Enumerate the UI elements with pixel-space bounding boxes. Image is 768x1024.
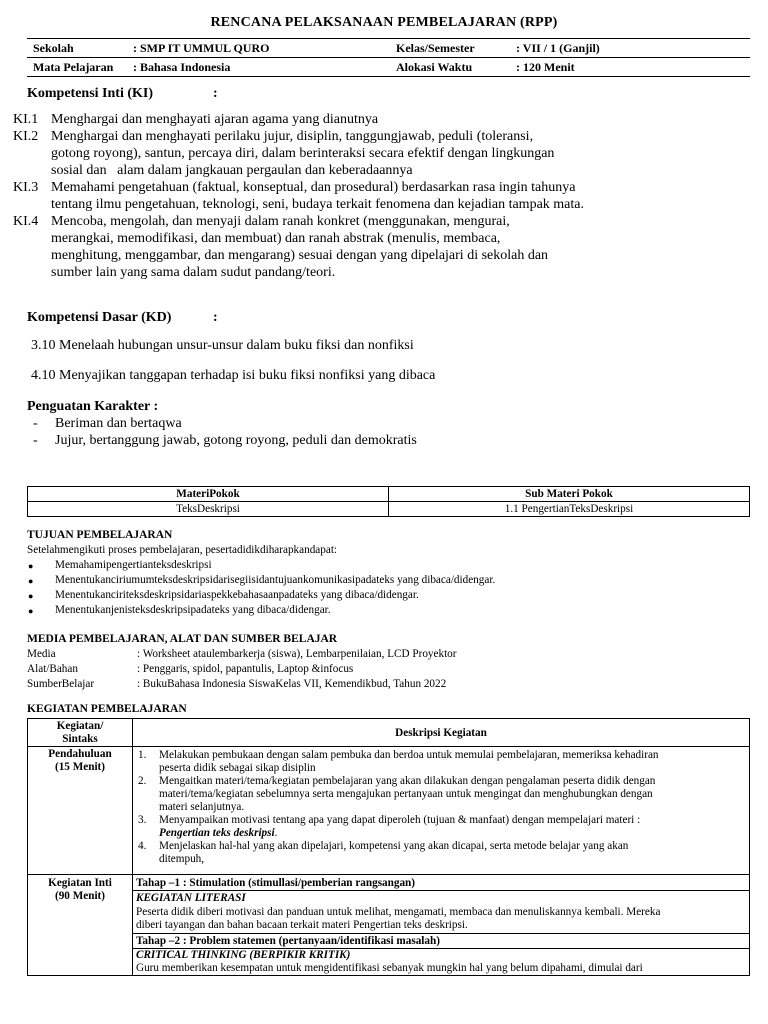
alokasi-value: : 120 Menit <box>516 60 575 74</box>
step-line: Menjelaskan hal-hal yang akan dipelajari, kompetensi yang akan dicapai, serta metode belajar yang akan <box>159 840 629 852</box>
literasi-text: Peserta didik diberi motivasi dan panduan untuk melihat, mengamati, membaca dan menuliskannya kembali. Mereka <box>136 906 661 918</box>
sekolah-label: Sekolah <box>33 41 74 55</box>
sumber-value: : BukuBahasa Indonesia SiswaKelas VII, Kemendikbud, Tahun 2022 <box>137 678 447 690</box>
pendahuluan-duration: (15 Menit) <box>54 761 106 773</box>
list-item <box>138 814 745 840</box>
submateri-cell: 1.1 PengertianTeksDeskripsi <box>389 502 750 517</box>
ki-line: tentang ilmu pengetahuan, teknologi, seni, budaya terkait fenomena dan kejadian tampak mata. <box>51 197 584 212</box>
kd-item-3-10: 3.10 Menelaah hubungan unsur-unsur dalam buku fiksi dan nonfiksi <box>31 338 414 353</box>
kegiatan-heading: KEGIATAN PEMBELAJARAN <box>27 703 187 715</box>
tujuan-item: Memahamipengertianteksdeskripsi <box>55 559 212 571</box>
list-item <box>138 840 745 866</box>
table-row <box>28 502 750 517</box>
pendahuluan-cell <box>28 748 132 774</box>
alat-value: : Penggaris, spidol, papantulis, Laptop &infocus <box>137 663 354 675</box>
ki-item-2 <box>13 128 753 179</box>
step-line: peserta didik sebagai sikap disiplin <box>159 762 316 774</box>
ki-line: menghitung, menggambar, dan mengarang) sesuai dengan yang dipelajari di sekolah dan <box>51 248 549 263</box>
ki-heading: Kompetensi Inti (KI) <box>27 86 153 101</box>
tujuan-heading: TUJUAN PEMBELAJARAN <box>27 529 173 541</box>
ki-line: Menghargai dan menghayati perilaku jujur, disiplin, tanggungjawab, peduli (toleransi, <box>51 129 534 144</box>
sekolah-value: : SMP IT UMMUL QURO <box>133 41 270 55</box>
submateri-col-header: Sub Materi Pokok <box>389 487 750 502</box>
ki-line: Mencoba, mengolah, dan menyaji dalam ranah konkret (menggunakan, mengurai, <box>51 214 510 229</box>
inti-label: Kegiatan Inti <box>48 877 112 889</box>
table-row <box>28 487 750 502</box>
alat-label: Alat/Bahan <box>27 663 78 675</box>
kegiatan-table <box>27 718 750 976</box>
step-number: 2. <box>138 775 147 787</box>
ki-line: sumber lain yang sama dalam sudut pandang/teori. <box>51 265 336 280</box>
step-line: Mengaitkan materi/tema/kegiatan pembelajaran yang akan dilakukan dengan pengalaman peserta didik dengan <box>159 775 656 787</box>
kelas-value: : VII / 1 (Ganjil) <box>516 41 600 55</box>
inti-cell <box>28 877 132 903</box>
tujuan-item: Menentukanciriumumteksdeskripsidarisegiisidantujuankomunikasipadateks yang dibaca/didengar. <box>55 574 496 586</box>
alokasi-label: Alokasi Waktu <box>396 60 473 74</box>
critical-text: Guru memberikan kesempatan untuk mengidentifikasi sebanyak mungkin hal yang belum dipahami, dimulai dari <box>136 962 643 974</box>
ki-item-1 <box>13 111 753 128</box>
karakter-item: Jujur, bertanggung jawab, gotong royong, peduli dan demokratis <box>55 433 417 448</box>
tujuan-item: Menentukanjenisteksdeskripsipadateks yang dibaca/didengar. <box>55 604 331 616</box>
step-number: 1. <box>138 749 147 761</box>
kegiatan-col-header <box>28 720 132 746</box>
step-emphasis <box>159 827 277 840</box>
ki-line: gotong royong), santun, percaya diri, dalam berinteraksi secara efektif dengan lingkungan <box>51 146 555 161</box>
bullet-icon: ● <box>28 606 34 616</box>
ki-line: Memahami pengetahuan (faktual, konseptual, dan prosedural) berdasarkan rasa ingin tahunya <box>51 180 576 195</box>
row-divider <box>132 933 749 934</box>
list-item <box>138 749 745 775</box>
ki-number: KI.2 <box>13 129 39 144</box>
step-line: materi selanjutnya. <box>159 801 245 813</box>
kd-item-4-10: 4.10 Menyajikan tanggapan terhadap isi buku fiksi nonfiksi yang dibaca <box>31 368 436 383</box>
step-line: materi/tema/kegiatan sebelumnya serta mengajukan pertanyaan untuk mengingat dan menghubungkan dengan <box>159 788 653 800</box>
row-divider <box>28 874 749 875</box>
ki-line: sosial dan alam dalam jangkauan pergaulan dan keberadaannya <box>51 163 413 178</box>
header-mid-rule <box>27 57 750 58</box>
bullet-icon: ● <box>28 561 34 571</box>
step-emphasis-tail: . <box>274 827 278 839</box>
media-heading: MEDIA PEMBELAJARAN, ALAT DAN SUMBER BELAJAR <box>27 633 338 645</box>
ki-line: merangkai, memodifikasi, dan membuat) dan ranah abstrak (menulis, membaca, <box>51 231 501 246</box>
kelas-label: Kelas/Semester <box>396 41 475 55</box>
header-bottom-rule <box>27 76 750 77</box>
sumber-label: SumberBelajar <box>27 678 95 690</box>
dash-icon: - <box>33 433 38 448</box>
row-divider <box>132 890 749 891</box>
tujuan-intro: Setelahmengikuti proses pembelajaran, pesertadidikdiharapkandapat: <box>27 544 338 556</box>
literasi-text: diberi tayangan dan bahan bacaan terkait materi Pengertian teks deskripsi. <box>136 919 468 931</box>
step-number: 4. <box>138 840 147 852</box>
step-line: Melakukan pembukaan dengan salam pembuka dan berdoa untuk memulai pembelajaran, memeriksa kehadiran <box>159 749 659 761</box>
step-number: 3. <box>138 814 147 826</box>
tahap-2: Tahap –2 : Problem statemen (pertanyaan/identifikasi masalah) <box>136 935 440 947</box>
mapel-value: : Bahasa Indonesia <box>133 60 231 74</box>
step-line: ditempuh, <box>159 853 205 865</box>
row-divider <box>28 746 749 747</box>
ki-list <box>13 111 753 281</box>
mapel-label: Mata Pelajaran <box>33 60 114 74</box>
deskripsi-col-header: Deskripsi Kegiatan <box>395 727 487 739</box>
dash-icon: - <box>33 416 38 431</box>
karakter-heading: Penguatan Karakter : <box>27 399 159 414</box>
materi-table <box>27 486 750 517</box>
ki-number: KI.4 <box>13 214 39 229</box>
bullet-icon: ● <box>28 576 34 586</box>
ki-line: Menghargai dan menghayati ajaran agama yang dianutnya <box>51 112 379 127</box>
pendahuluan-label: Pendahuluan <box>48 748 112 760</box>
step-emphasis-text: Pengertian teks deskripsi <box>159 827 275 839</box>
media-label: Media <box>27 648 56 660</box>
ki-item-3 <box>13 179 753 213</box>
ki-number: KI.1 <box>13 112 39 127</box>
materi-col-header: MateriPokok <box>28 487 389 502</box>
critical-heading: CRITICAL THINKING (BERPIKIR KRITIK) <box>136 949 351 961</box>
kd-heading: Kompetensi Dasar (KD) <box>27 310 172 325</box>
pendahuluan-steps <box>138 749 745 866</box>
ki-colon: : <box>213 86 218 101</box>
ki-item-4 <box>13 213 753 281</box>
bullet-icon: ● <box>28 591 34 601</box>
materi-cell: TeksDeskripsi <box>28 502 389 517</box>
literasi-heading: KEGIATAN LITERASI <box>136 892 246 904</box>
kegiatan-col-header-line1: Kegiatan/ <box>56 720 104 732</box>
ki-number: KI.3 <box>13 180 39 195</box>
page-title: RENCANA PELAKSANAAN PEMBELAJARAN (RPP) <box>210 15 558 30</box>
kd-colon: : <box>213 310 218 325</box>
header-top-rule <box>27 38 750 39</box>
karakter-item: Beriman dan bertaqwa <box>55 416 182 431</box>
list-item <box>138 775 745 814</box>
step-line: Menyampaikan motivasi tentang apa yang dapat diperoleh (tujuan & manfaat) dengan mempelajari materi : <box>159 814 641 826</box>
media-value: : Worksheet ataulembarkerja (siswa), Lembarpenilaian, LCD Proyektor <box>137 648 457 660</box>
tahap-1: Tahap –1 : Stimulation (stimullasi/pemberian rangsangan) <box>136 877 416 889</box>
kegiatan-col-header-line2: Sintaks <box>62 733 98 745</box>
column-divider <box>132 719 133 975</box>
inti-duration: (90 Menit) <box>54 890 106 902</box>
tujuan-item: Menentukanciriteksdeskripsidariaspekkebahasaanpadateks yang dibaca/didengar. <box>55 589 419 601</box>
